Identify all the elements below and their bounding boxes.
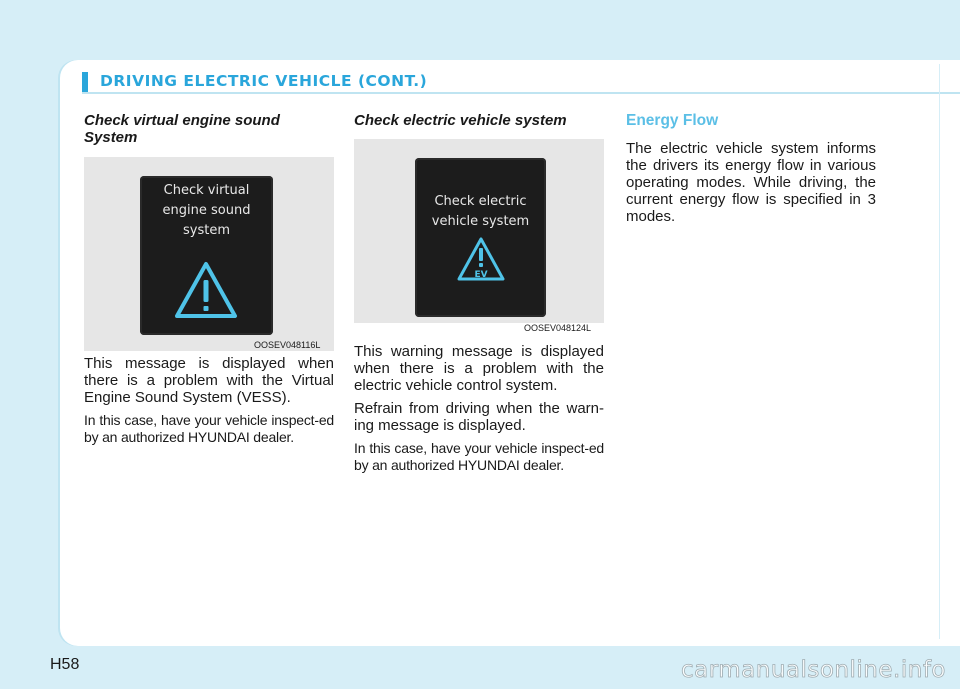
column-vess xyxy=(84,112,334,146)
ev-system-figure xyxy=(354,139,604,323)
vess-body xyxy=(84,355,334,452)
section-header xyxy=(82,70,960,94)
page-right-rule xyxy=(939,64,940,639)
page-number: H58 xyxy=(50,656,80,673)
vess-paragraph-2: In this case, have your vehicle inspect-ed by an authorized HYUNDAI dealer. xyxy=(84,412,334,445)
section-title: DRIVING ELECTRIC VEHICLE (CONT.) xyxy=(100,72,428,90)
ev-paragraph-2: Refrain from driving when the warn-ing message is displayed. xyxy=(354,400,604,434)
vess-screen-message: Check virtual engine sound system xyxy=(162,183,251,238)
ev-figure-code: OOSEV048124L xyxy=(524,323,592,333)
column-energy-flow xyxy=(626,112,876,231)
ev-icon-label: EV xyxy=(474,270,488,280)
ev-system-heading: Check electric vehicle system xyxy=(354,112,567,129)
ev-warning-triangle-icon xyxy=(456,236,506,282)
energy-flow-paragraph: The electric vehicle system informs the drivers its energy flow in various operating modes. While driving, the current energy flow is specified in 3 modes. xyxy=(626,140,876,225)
ev-paragraph-3: In this case, have your vehicle inspect-ed by an authorized HYUNDAI dealer. xyxy=(354,440,604,473)
section-accent-bar xyxy=(82,72,88,92)
vess-cluster-screen xyxy=(140,176,273,335)
energy-flow-heading: Energy Flow xyxy=(626,112,719,129)
watermark-link[interactable]: carmanualsonline.info xyxy=(680,657,946,683)
warning-triangle-icon xyxy=(173,260,239,320)
ev-screen-message: Check electric vehicle system xyxy=(431,194,530,229)
vess-paragraph-1: This message is displayed when there is a problem with the Virtual Engine Sound System (VESS). xyxy=(84,355,334,406)
vess-figure xyxy=(84,157,334,351)
vess-figure-code: OOSEV048116L xyxy=(254,340,321,350)
ev-cluster-screen xyxy=(415,158,546,317)
vess-heading: Check virtual engine sound System xyxy=(84,112,280,146)
column-ev-system xyxy=(354,112,604,129)
ev-system-body xyxy=(354,343,604,480)
ev-paragraph-1: This warning message is displayed when there is a problem with the electric vehicle control system. xyxy=(354,343,604,394)
